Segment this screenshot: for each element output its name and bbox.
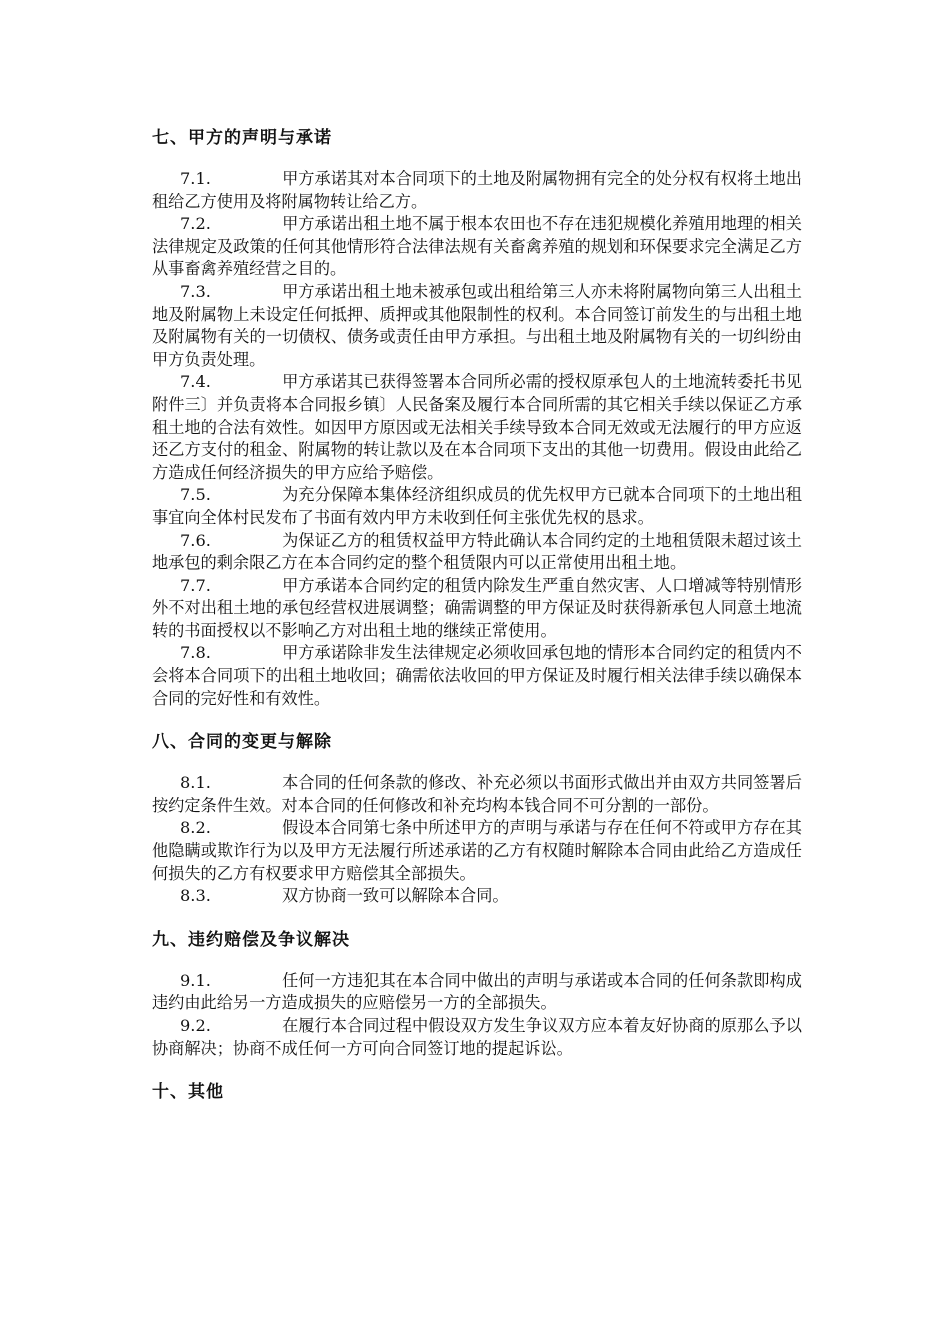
clause-number: 9.2. — [180, 1016, 211, 1035]
clause-text: 甲方承诺其已获得签署本合同所必需的授权原承包人的土地流转委托书见附件三〕并负责将本合同报乡镇〕人民备案及履行本合同所需的其它相关手续以保证乙方承租土地的合法有效性。如因甲方原因或无法相关手续导致本合同无效或无法履行的甲方应返还乙方支付的租金、附属物的转让款以及在本合同项下支出的其他一切费用。假设由此给乙方造成任何经济损失的甲方应给予赔偿。 — [152, 372, 802, 482]
clause-text: 甲方承诺其对本合同项下的土地及附属物拥有完全的处分权有权将土地出租给乙方使用及将附属物转让给乙方。 — [152, 169, 802, 211]
clause-paragraph — [152, 885, 802, 908]
clause-number: 7.6. — [180, 530, 211, 550]
clause-text: 甲方承诺出租土地不属于根本农田也不存在违犯规模化养殖用地理的相关法律规定及政策的任何其他情形符合法律法规有关畜禽养殖的规划和环保要求完全满足乙方从事畜禽养殖经营之目的。 — [152, 214, 802, 279]
clause-text: 在履行本合同过程中假设双方发生争议双方应本着友好协商的原那么予以协商解决；协商不成任何一方可向合同签订地的提起诉讼。 — [152, 1016, 802, 1058]
clause-text: 假设本合同第七条中所述甲方的声明与承诺与存在任何不符或甲方存在其他隐瞒或欺诈行为以及甲方无法履行所述承诺的乙方有权随时解除本合同由此给乙方造成任何损失的乙方有权要求甲方赔偿其全部损失。 — [152, 818, 802, 883]
clause-text: 本合同的任何条款的修改、补充必须以书面形式做出并由双方共同签署后按约定条件生效。对本合同的任何修改和补充均构本钱合同不可分割的一部份。 — [152, 773, 802, 815]
clause-paragraph — [152, 213, 802, 281]
clause-number: 7.4. — [180, 372, 211, 392]
clause-number: 7.7. — [180, 575, 211, 595]
section-7 — [152, 126, 802, 710]
clause-paragraph — [152, 1015, 802, 1060]
clause-number: 8.2. — [180, 818, 211, 838]
clause-text: 为保证乙方的租赁权益甲方特此确认本合同约定的土地租赁限未超过该土地承包的剩余限乙方在本合同约定的整个租赁限内可以正常使用出租土地。 — [152, 530, 802, 573]
clause-paragraph — [152, 817, 802, 885]
section-heading: 八、合同的变更与解除 — [152, 732, 332, 753]
document-body — [152, 126, 802, 1124]
section-heading: 十、其他 — [152, 1082, 224, 1103]
clause-paragraph — [152, 970, 802, 1015]
clause-number: 7.2. — [180, 214, 211, 234]
clause-number: 8.1. — [180, 773, 211, 793]
section-8 — [152, 730, 802, 908]
clause-paragraph — [152, 642, 802, 710]
clause-paragraph — [152, 530, 802, 575]
clause-paragraph — [152, 371, 802, 484]
clause-paragraph — [152, 168, 802, 213]
clause-paragraph — [152, 575, 802, 643]
clause-text: 为充分保障本集体经济组织成员的优先权甲方已就本合同项下的土地出租事宜向全体村民发布了书面有效内甲方未收到任何主张优先权的恳求。 — [152, 485, 802, 527]
section-heading: 七、甲方的声明与承诺 — [152, 128, 332, 148]
clause-paragraph — [152, 281, 802, 371]
section-9 — [152, 928, 802, 1060]
clause-text: 甲方承诺除非发生法律规定必须收回承包地的情形本合同约定的租赁内不会将本合同项下的出租土地收回；确需依法收回的甲方保证及时履行相关法律手续以确保本合同的完好性和有效性。 — [152, 643, 802, 708]
clause-text: 甲方承诺本合同约定的租赁内除发生严重自然灾害、人口增减等特别情形外不对出租土地的承包经营权进展调整；确需调整的甲方保证及时获得新承包人同意土地流转的书面授权以不影响乙方对出租土地的继续正常使用。 — [152, 575, 802, 640]
clause-number: 9.1. — [180, 970, 211, 990]
clause-text: 双方协商一致可以解除本合同。 — [282, 886, 509, 906]
clause-text: 任何一方违犯其在本合同中做出的声明与承诺或本合同的任何条款即构成违约由此给另一方造成损失的应赔偿另一方的全部损失。 — [152, 970, 802, 1013]
section-10 — [152, 1080, 802, 1104]
clause-number: 7.8. — [180, 643, 211, 663]
clause-number: 8.3. — [180, 886, 211, 906]
clause-paragraph — [152, 772, 802, 817]
clause-text: 甲方承诺出租土地未被承包或出租给第三人亦未将附属物向第三人出租土地及附属物上未设定任何抵押、质押或其他限制性的权利。本合同签订前发生的与出租土地及附属物有关的一切债权、债务或责任由甲方承担。与出租土地及附属物有关的一切纠纷由甲方负责处理。 — [152, 281, 802, 369]
clause-paragraph — [152, 484, 802, 529]
section-heading: 九、违约赔偿及争议解决 — [152, 929, 350, 950]
clause-number: 7.1. — [180, 169, 211, 188]
clause-number: 7.5. — [180, 485, 211, 505]
clause-number: 7.3. — [180, 281, 211, 301]
